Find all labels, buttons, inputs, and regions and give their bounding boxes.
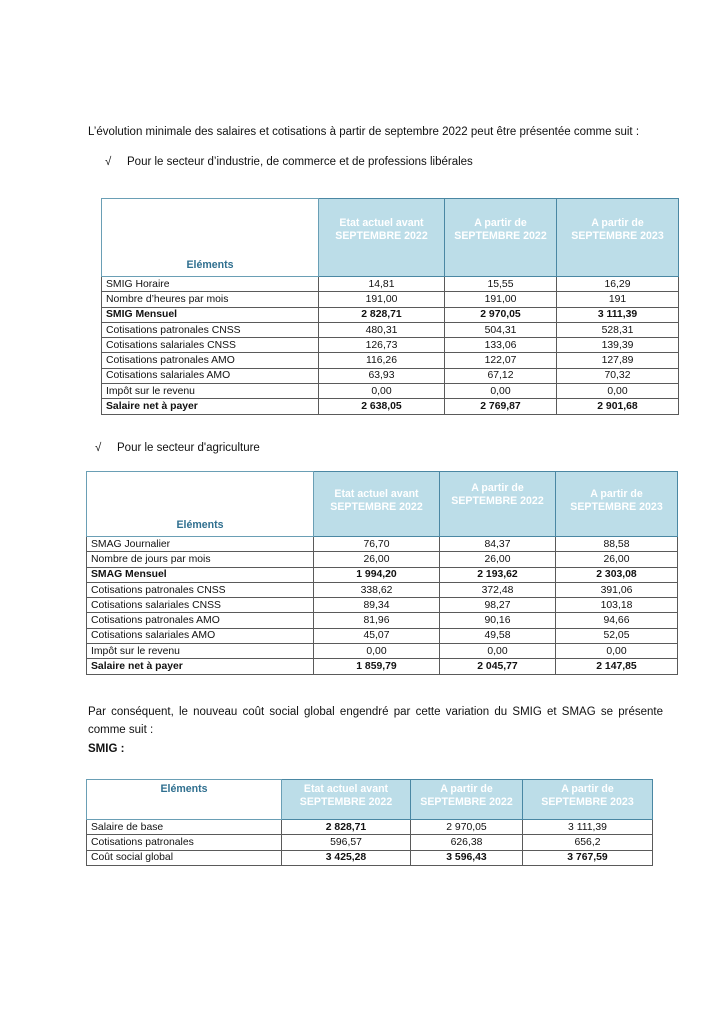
column-header-elements: Eléments	[102, 199, 319, 277]
cell-sept-2022: 2 193,62	[440, 567, 556, 582]
cell-sept-2022: 67,12	[445, 368, 557, 383]
column-header-elements: Eléments	[87, 780, 282, 820]
column-header-sept-2022: A partir de SEPTEMBRE 2022	[440, 472, 556, 537]
table-row	[87, 659, 678, 674]
table-row	[102, 353, 679, 368]
cell-sept-2022: 191,00	[445, 292, 557, 307]
table-agriculture	[86, 471, 678, 675]
section-industry-heading	[105, 154, 473, 170]
table-row	[87, 820, 653, 835]
cell-sept-2022: 2 769,87	[445, 399, 557, 414]
column-header-sept-2022: A partir de SEPTEMBRE 2022	[411, 780, 523, 820]
cell-current: 1 994,20	[314, 567, 440, 582]
row-label: Impôt sur le revenu	[87, 644, 314, 659]
check-icon: √	[95, 442, 102, 454]
row-label: SMAG Mensuel	[87, 567, 314, 582]
section-agriculture-title: Pour le secteur d'agriculture	[117, 442, 260, 454]
table-row	[102, 368, 679, 383]
cell-current: 116,26	[319, 353, 445, 368]
cell-current: 0,00	[314, 644, 440, 659]
row-label: SMAG Journalier	[87, 537, 314, 552]
cell-sept-2023: 3 111,39	[557, 307, 679, 322]
column-header-sept-2023: A partir de SEPTEMBRE 2023	[557, 199, 679, 277]
cell-sept-2022: 133,06	[445, 338, 557, 353]
table-row	[87, 552, 678, 567]
table-smig-cost	[86, 779, 653, 866]
column-header-current: Etat actuel avant SEPTEMBRE 2022	[282, 780, 411, 820]
cell-sept-2022: 3 596,43	[411, 850, 523, 865]
cell-current: 63,93	[319, 368, 445, 383]
cell-sept-2023: 656,2	[523, 835, 653, 850]
row-label: Salaire de base	[87, 820, 282, 835]
cell-current: 14,81	[319, 277, 445, 292]
cell-current: 3 425,28	[282, 850, 411, 865]
column-header-sept-2022: A partir de SEPTEMBRE 2022	[445, 199, 557, 277]
row-label: Salaire net à payer	[87, 659, 314, 674]
conclusion-paragraph: Par conséquent, le nouveau coût social global engendré par cette variation du SMIG et SMAG se présente comme suit :	[88, 706, 663, 736]
cell-sept-2022: 372,48	[440, 582, 556, 597]
cell-current: 338,62	[314, 582, 440, 597]
cell-sept-2022: 90,16	[440, 613, 556, 628]
cell-sept-2023: 127,89	[557, 353, 679, 368]
row-label: Cotisations salariales AMO	[87, 628, 314, 643]
cell-sept-2023: 2 147,85	[556, 659, 678, 674]
column-header-elements: Eléments	[87, 472, 314, 537]
table-row	[87, 582, 678, 597]
table-row	[102, 384, 679, 399]
column-header-current: Etat actuel avant SEPTEMBRE 2022	[314, 472, 440, 537]
row-label: Impôt sur le revenu	[102, 384, 319, 399]
table-row	[102, 399, 679, 414]
table-agriculture-body	[87, 537, 678, 675]
row-label: Salaire net à payer	[102, 399, 319, 414]
cell-sept-2023: 528,31	[557, 322, 679, 337]
cell-sept-2023: 70,32	[557, 368, 679, 383]
cell-sept-2023: 94,66	[556, 613, 678, 628]
cell-current: 596,57	[282, 835, 411, 850]
row-label: Cotisations patronales AMO	[102, 353, 319, 368]
column-header-sept-2023: A partir de SEPTEMBRE 2023	[556, 472, 678, 537]
cell-sept-2022: 626,38	[411, 835, 523, 850]
intro-paragraph: L’évolution minimale des salaires et cotisations à partir de septembre 2022 peut être présentée comme suit :	[88, 126, 640, 138]
cell-sept-2023: 0,00	[557, 384, 679, 399]
cell-sept-2023: 3 767,59	[523, 850, 653, 865]
row-label: Cotisations patronales AMO	[87, 613, 314, 628]
row-label: Cotisations patronales	[87, 835, 282, 850]
table-row	[87, 613, 678, 628]
cell-current: 0,00	[319, 384, 445, 399]
cell-sept-2022: 2 970,05	[411, 820, 523, 835]
row-label: Cotisations salariales CNSS	[102, 338, 319, 353]
table-row	[87, 628, 678, 643]
row-label: Coût social global	[87, 850, 282, 865]
column-header-sept-2023: A partir de SEPTEMBRE 2023	[523, 780, 653, 820]
table-row	[102, 322, 679, 337]
cell-current: 126,73	[319, 338, 445, 353]
table-row	[87, 835, 653, 850]
cell-sept-2022: 98,27	[440, 598, 556, 613]
cell-sept-2022: 122,07	[445, 353, 557, 368]
cell-sept-2023: 391,06	[556, 582, 678, 597]
table-row	[102, 292, 679, 307]
cell-sept-2023: 3 111,39	[523, 820, 653, 835]
cell-sept-2023: 191	[557, 292, 679, 307]
cell-sept-2022: 0,00	[445, 384, 557, 399]
cell-sept-2023: 0,00	[556, 644, 678, 659]
cell-sept-2023: 103,18	[556, 598, 678, 613]
table-smig-cost-body	[87, 820, 653, 866]
cell-sept-2022: 15,55	[445, 277, 557, 292]
cell-sept-2022: 2 045,77	[440, 659, 556, 674]
row-label: Cotisations patronales CNSS	[102, 322, 319, 337]
cell-current: 45,07	[314, 628, 440, 643]
check-icon: √	[105, 156, 112, 168]
smig-label: SMIG :	[88, 743, 125, 755]
row-label: Cotisations patronales CNSS	[87, 582, 314, 597]
row-label: Cotisations salariales AMO	[102, 368, 319, 383]
cell-sept-2023: 16,29	[557, 277, 679, 292]
cell-sept-2023: 2 303,08	[556, 567, 678, 582]
table-row	[102, 338, 679, 353]
table-industry	[101, 198, 679, 415]
table-row	[102, 277, 679, 292]
cell-sept-2023: 52,05	[556, 628, 678, 643]
section-industry-title: Pour le secteur d’industrie, de commerce et de professions libérales	[127, 156, 473, 168]
section-agriculture-heading	[95, 440, 260, 456]
cell-sept-2023: 26,00	[556, 552, 678, 567]
cell-current: 81,96	[314, 613, 440, 628]
cell-sept-2022: 26,00	[440, 552, 556, 567]
row-label: Nombre de jours par mois	[87, 552, 314, 567]
cell-current: 89,34	[314, 598, 440, 613]
table-row	[87, 598, 678, 613]
cell-current: 76,70	[314, 537, 440, 552]
cell-current: 480,31	[319, 322, 445, 337]
cell-sept-2022: 49,58	[440, 628, 556, 643]
table-row	[87, 644, 678, 659]
cell-current: 2 638,05	[319, 399, 445, 414]
table-row	[87, 567, 678, 582]
cell-sept-2023: 2 901,68	[557, 399, 679, 414]
cell-sept-2022: 504,31	[445, 322, 557, 337]
table-row	[87, 850, 653, 865]
row-label: SMIG Horaire	[102, 277, 319, 292]
cell-sept-2023: 88,58	[556, 537, 678, 552]
table-industry-body	[102, 277, 679, 415]
cell-current: 191,00	[319, 292, 445, 307]
cell-current: 2 828,71	[319, 307, 445, 322]
row-label: Nombre d’heures par mois	[102, 292, 319, 307]
table-row	[102, 307, 679, 322]
cell-sept-2022: 0,00	[440, 644, 556, 659]
cell-current: 1 859,79	[314, 659, 440, 674]
cell-current: 2 828,71	[282, 820, 411, 835]
cell-sept-2023: 139,39	[557, 338, 679, 353]
cell-sept-2022: 84,37	[440, 537, 556, 552]
cell-sept-2022: 2 970,05	[445, 307, 557, 322]
row-label: Cotisations salariales CNSS	[87, 598, 314, 613]
column-header-current: Etat actuel avant SEPTEMBRE 2022	[319, 199, 445, 277]
cell-current: 26,00	[314, 552, 440, 567]
table-row	[87, 537, 678, 552]
row-label: SMIG Mensuel	[102, 307, 319, 322]
